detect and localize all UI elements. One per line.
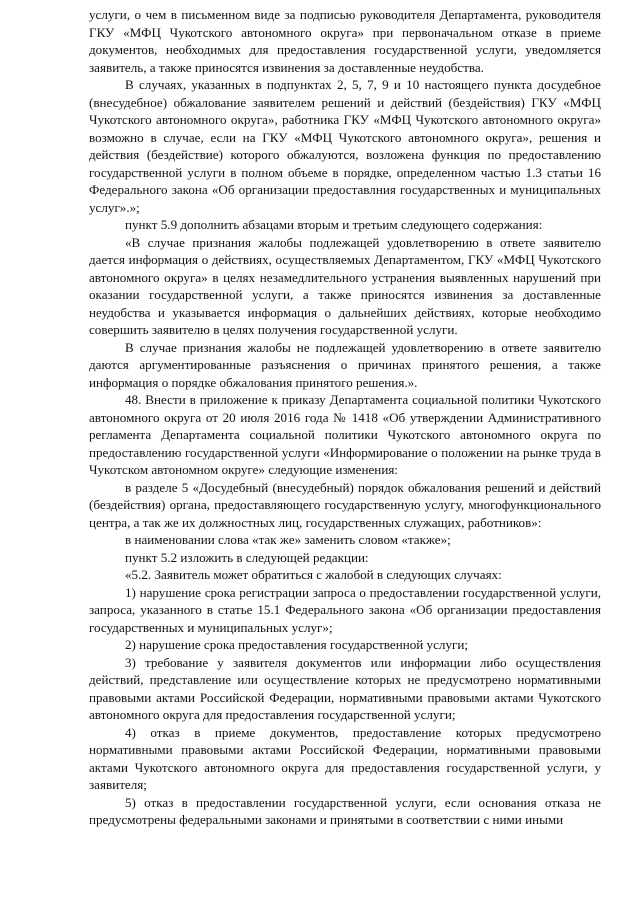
paragraph-2: В случаях, указанных в подпунктах 2, 5, 7, 9 и 10 настоящего пункта досудебное (внесудебное) обжалование заявителем решений и действий (бездействия) ГКУ «МФЦ Чукотского автономного округа», работника ГКУ «МФЦ Чукотского автономного округа» возможно в случае, если на ГКУ «МФЦ Чукотского автономного округа», решения и действия (бездействие) которого обжалуются, возложена функция по предоставлению государственной услуги в полном объеме в порядке, определенном частью 1.3 статьи 16 Федерального закона «Об организации предоставлния государственных и муниципальных услуг».»;	[89, 77, 601, 215]
paragraph-15: 5) отказ в предоставлении государственной услуги, если основания отказа не предусмотрены федеральными законами и принятыми в соответствии с ними иными	[89, 794, 601, 827]
paragraph-9: пункт 5.2 изложить в следующей редакции:	[125, 549, 369, 565]
paragraph-12: 2) нарушение срока предоставления государственной услуги;	[125, 637, 469, 652]
paragraph-11: 1) нарушение срока регистрации запроса о предоставлении государственной услуги, запроса, указанного в статье 15.1 Федерального закона «Об организации предоставления государственных и муниципальных услуг»;	[89, 584, 601, 635]
paragraph-7: в разделе 5 «Досудебный (внесудебный) порядок обжалования решений и действий (бездействия) органа, предоставляющего государственную услугу, многофункционального центра, а так же их должностных лиц, государственных служащих, работников»:	[89, 479, 601, 530]
paragraph-8: в наименовании слова «так же» заменить словом «также»;	[125, 532, 451, 547]
paragraph-5: В случае признания жалобы не подлежащей удовлетворению в ответе заявителю даются аргументированные разъяснения о причинах принятого решения, а также информация о порядке обжалования принятого решения.».	[89, 339, 601, 390]
document-page	[89, 6, 601, 829]
paragraph-6: 48. Внести в приложение к приказу Департамента социальной политики Чукотского автономного округа от 20 июля 2016 года № 1418 «Об утверждении Административного регламента Департамента социальной политики Чукотского автономного округа по предоставлению государственной услуги «Информирование о положении на рынке труда в Чукотском автономном округе» следующие изменения:	[89, 392, 601, 477]
paragraph-1: услуги, о чем в письменном виде за подписью руководителя Департамента, руководителя ГКУ «МФЦ Чукотского автономного округа» при первоначальном отказе в приеме документов, необходимых для предоставления государственной услуги, уведомляется заявитель, а также приносятся извинения за доставленные неудобства.	[89, 7, 601, 75]
paragraph-10: «5.2. Заявитель может обратиться с жалобой в следующих случаях:	[125, 567, 502, 582]
paragraph-13: 3) требование у заявителя документов или информации либо осуществления действий, представление или осуществление которых не предусмотрено нормативными правовыми актами Российской Федерации, нормативными правовыми актами Чукотского автономного округа для предоставления государственной услуги;	[89, 654, 601, 722]
paragraph-14: 4) отказ в приеме документов, предоставление которых предусмотрено нормативными правовыми актами Российской Федерации, нормативными правовыми актами Чукотского автономного округа для предоставления государственной услуги, у заявителя;	[89, 724, 601, 792]
paragraph-4: «В случае признания жалобы подлежащей удовлетворению в ответе заявителю дается информация о действиях, осуществляемых Департаментом, ГКУ «МФЦ Чукотского автономного округа» в целях незамедлительного устранения выявленных нарушений при оказании государственной услуги, а также приносятся извинения за доставленные неудобства и указывается информация о дальнейших действиях, которые необходимо совершить заявителю в целях получения государственной услуги.	[89, 234, 601, 337]
paragraph-3: пункт 5.9 дополнить абзацами вторым и третьим следующего содержания:	[125, 217, 543, 232]
